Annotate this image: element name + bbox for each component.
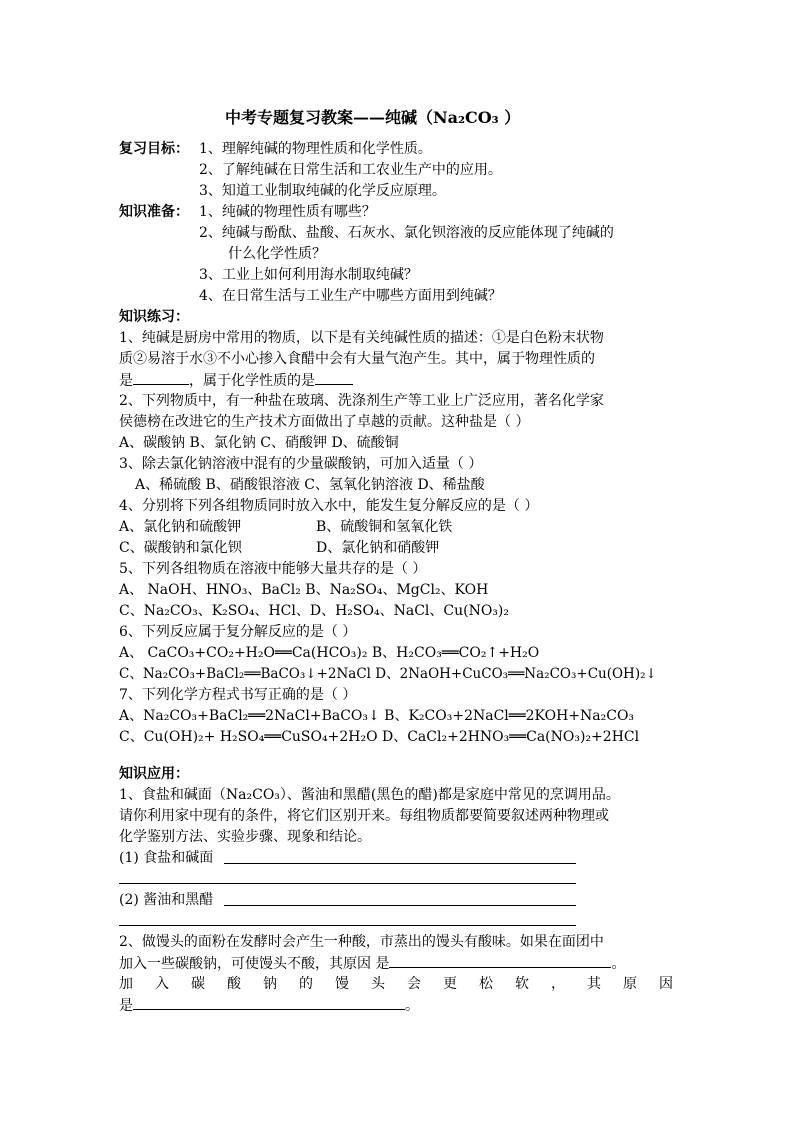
goals-heading: 复习目标： <box>119 141 189 157</box>
spread-char: 会 <box>407 976 421 992</box>
spread-char: 松 <box>479 976 493 992</box>
app-q2-final-period: 。 <box>405 998 419 1014</box>
spread-char: 原 <box>623 976 637 992</box>
spread-char: 碳 <box>191 976 205 992</box>
app-q1-part2: (2) 酱油和黑醋 <box>119 892 214 908</box>
q4-option-c: C、碳酸钠和氯化钡 <box>119 540 242 556</box>
answer-line[interactable] <box>224 863 576 864</box>
q3-options: A、稀硫酸 B、硝酸银溶液 C、氢氧化钠溶液 D、稀盐酸 <box>135 477 485 493</box>
q2-line: 侯德榜在改进它的生产技术方面做出了卓越的贡献。这种盐是（ ） <box>119 414 530 430</box>
q7-line: 7、下列化学方程式书写正确的是（ ） <box>119 687 357 703</box>
prep-item: 什么化学性质？ <box>228 246 326 262</box>
app-q2-reason-line <box>119 953 625 974</box>
q1-prefix: 是 <box>119 373 133 389</box>
q1-blank-physical[interactable] <box>133 370 189 385</box>
spread-char: 钠 <box>263 976 277 992</box>
spread-char: 酸 <box>227 976 241 992</box>
q6-options-cd: C、Na₂CO₃+BaCl₂══BaCO₃↓+2NaCl D、2NaOH+CuCO₃══Na₂CO₃+Cu(OH)₂↓ <box>119 666 657 682</box>
spread-char: 软 <box>515 976 529 992</box>
app-q1-part1: (1) 食盐和碱面 <box>119 850 214 866</box>
q5-options-cd: C、Na₂CO₃、K₂SO₄、HCl、D、H₂SO₄、NaCl、Cu(NO₃)₂ <box>119 603 509 619</box>
spread-char: 加 <box>119 976 133 992</box>
q7-options-cd: C、Cu(OH)₂+ H₂SO₄══CuSO₄+2H₂O D、CaCl₂+2HNO₃══Ca(NO₃)₂+2HCl <box>119 729 640 745</box>
q4-option-d: D、氯化钠和硝酸钾 <box>316 540 440 556</box>
q1-middle: ，属于化学性质的是 <box>189 373 315 389</box>
q3-line: 3、除去氯化钠溶液中混有的少量碳酸钠，可加入适量（ ） <box>119 456 483 472</box>
q4-line: 4、分别将下列各组物质同时放入水中，能发生复分解反应的是（ ） <box>119 498 539 514</box>
goal-item: 1、理解纯碱的物理性质和化学性质。 <box>199 141 432 157</box>
practice-heading: 知识练习： <box>119 309 189 325</box>
spread-char: 更 <box>443 976 457 992</box>
spread-char: 因 <box>659 976 673 992</box>
app-q2-spread-line <box>119 974 673 994</box>
app-q1-line: 1、食盐和碱面（Na₂CO₃）、酱油和黑醋(黑色的醋)都是家庭中常见的烹调用品。 <box>119 787 620 803</box>
answer-line[interactable] <box>224 905 576 906</box>
app-q1-line: 化学鉴别方法、实验步骤、现象和结论。 <box>119 829 371 845</box>
q4-option-b: B、硫酸铜和氢氧化铁 <box>316 519 453 535</box>
q5-line: 5、下列各组物质在溶液中能够大量共存的是（ ） <box>119 561 427 577</box>
application-heading: 知识应用： <box>119 766 189 782</box>
app-q2-final-prefix: 是 <box>119 998 133 1014</box>
q1-line: 1、纯碱是厨房中常用的物质，以下是有关纯碱性质的描述：①是白色粉末状物 <box>119 330 604 346</box>
spread-char: 的 <box>299 976 313 992</box>
app-q2-blank-reason[interactable] <box>389 953 611 968</box>
spread-char: 入 <box>155 976 169 992</box>
prep-item: 2、纯碱与酚酞、盐酸、石灰水、氯化钡溶液的反应能体现了纯碱的 <box>199 225 614 241</box>
q7-options-ab: A、Na₂CO₃+BaCl₂══2NaCl+BaCO₃↓ B、K₂CO₃+2NaCl══2KOH+Na₂CO₃ <box>119 708 635 724</box>
app-q2-line: 2、做馒头的面粉在发酵时会产生一种酸，市蒸出的馒头有酸味。如果在面团中 <box>119 934 604 950</box>
app-q1-line: 请你利用家中现有的条件，将它们区别开来。每组物质都要简要叙述两种物理或 <box>119 808 609 824</box>
prep-heading: 知识准备： <box>119 204 189 220</box>
q4-option-a: A、氯化钠和硫酸钾 <box>119 519 242 535</box>
app-q2-prefix: 加入一些碳酸钠，可使馒头不酸，其原因 是 <box>119 956 390 972</box>
q6-line: 6、下列反应属于复分解反应的是（ ） <box>119 624 357 640</box>
goal-item: 2、了解纯碱在日常生活和工农业生产中的应用。 <box>199 162 502 178</box>
spread-char: 馒 <box>335 976 349 992</box>
q2-options: A、碳酸钠 B、氯化钠 C、硝酸钾 D、硫酸铜 <box>119 435 399 451</box>
app-q2-blank-soft[interactable] <box>133 995 405 1010</box>
answer-line[interactable] <box>119 925 576 926</box>
spread-char: 头 <box>371 976 385 992</box>
spread-char: ， <box>551 976 565 992</box>
page-title: 中考专题复习教案——纯碱（Na₂CO₃ ） <box>225 108 521 127</box>
q1-blank-chemical[interactable] <box>315 370 353 385</box>
app-q2-period: 。 <box>611 956 626 972</box>
prep-item: 4、在日常生活与工业生产中哪些方面用到纯碱？ <box>199 288 502 304</box>
q1-line: 质②易溶于水③不小心掺入食醋中会有大量气泡产生。其中，属于物理性质的 <box>119 351 595 367</box>
app-q2-final-line <box>119 995 419 1016</box>
spread-char: 其 <box>587 976 601 992</box>
q2-line: 2、下列物质中，有一种盐在玻璃、洗涤剂生产等工业上广泛应用，著名化学家 <box>119 393 604 409</box>
q6-options-ab: A、 CaCO₃+CO₂+H₂O══Ca(HCO₃)₂ B、H₂CO₃══CO₂↑+H₂O <box>119 645 540 661</box>
prep-item: 1、纯碱的物理性质有哪些？ <box>199 204 376 220</box>
q5-options-ab: A、 NaOH、HNO₃、BaCl₂ B、Na₂SO₄、MgCl₂、KOH <box>119 582 489 598</box>
answer-line[interactable] <box>119 883 576 884</box>
prep-item: 3、工业上如何利用海水制取纯碱？ <box>199 267 418 283</box>
q1-answer-line <box>119 370 353 391</box>
goal-item: 3、知道工业制取纯碱的化学反应原理。 <box>199 183 446 199</box>
